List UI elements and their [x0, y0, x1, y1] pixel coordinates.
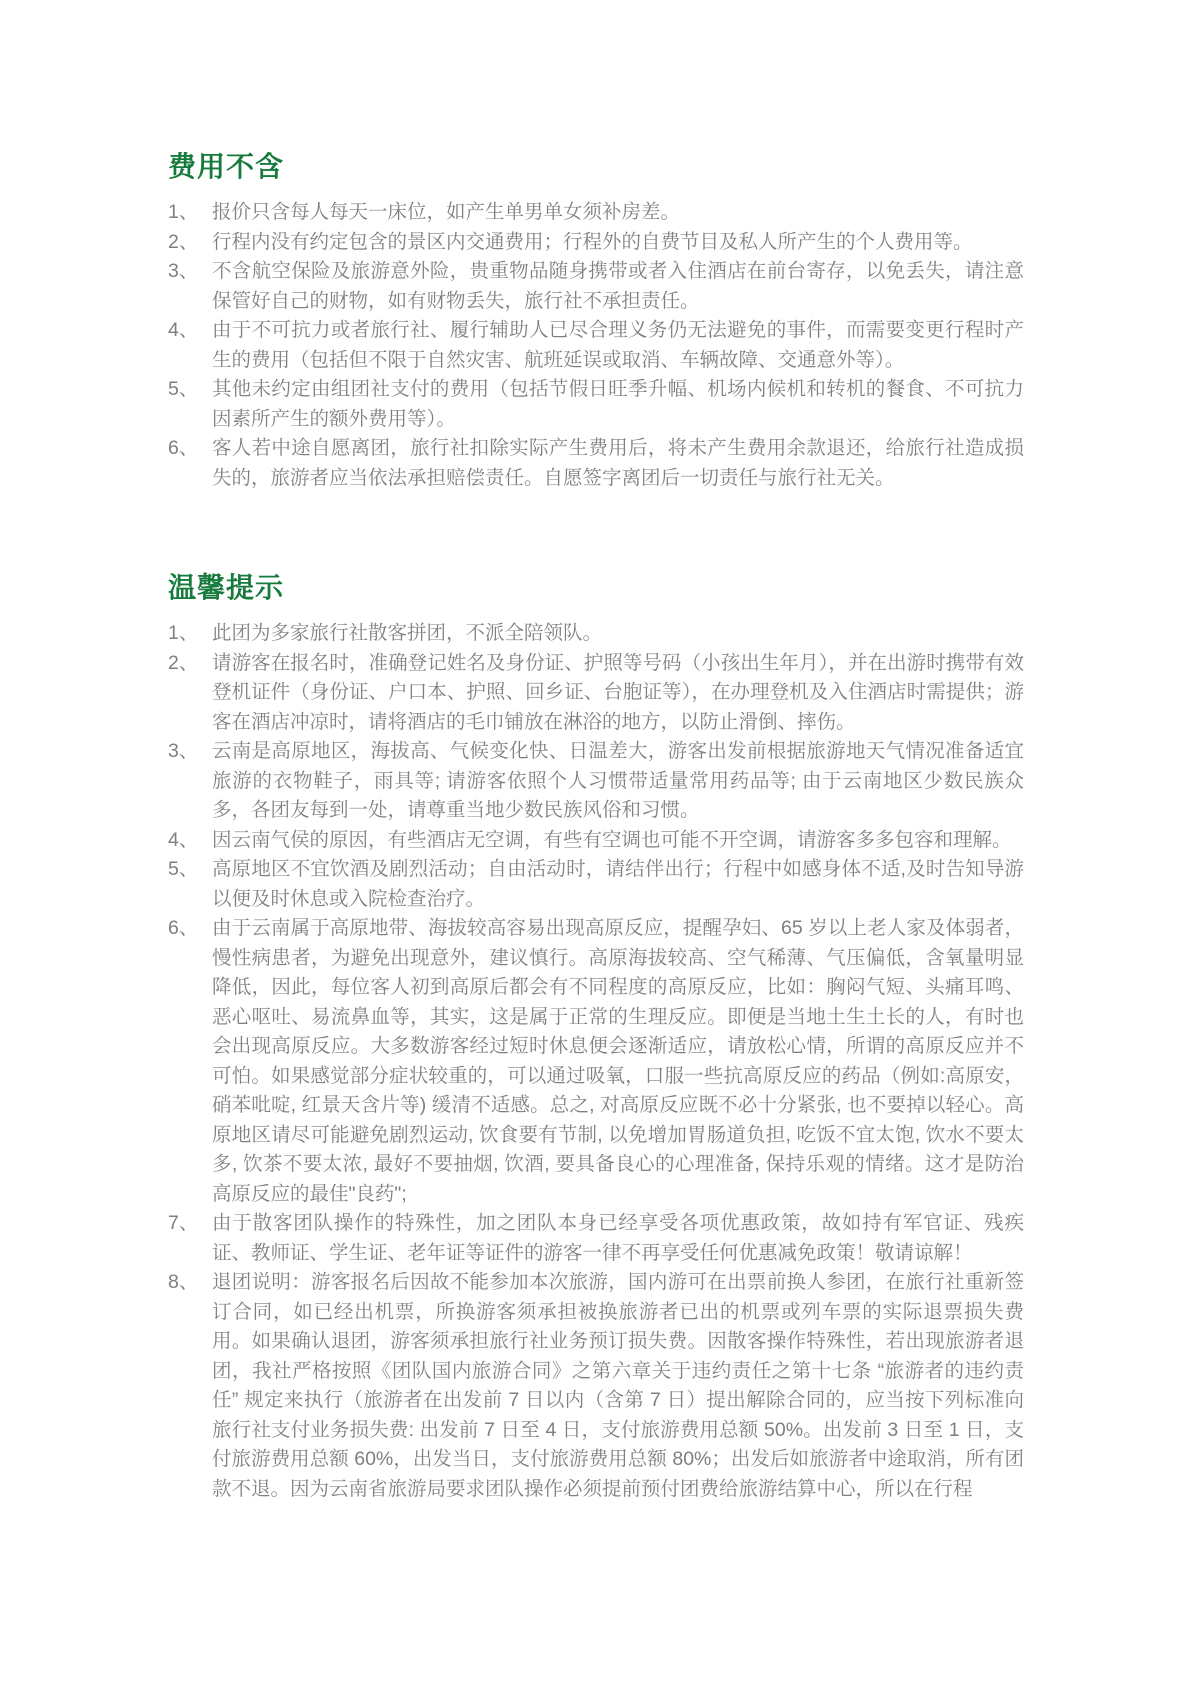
list-item — [168, 316, 1024, 375]
warm-tips-list — [168, 619, 1024, 1504]
item-number: 2、 — [168, 651, 199, 674]
item-number: 5、 — [168, 858, 199, 880]
list-item — [168, 228, 1024, 258]
item-number: 3、 — [168, 740, 199, 762]
item-text: 由于云南属于高原地带、海拔较高容易出现高原反应，提醒孕妇、65 岁以上老人家及体弱者，慢性病患者，为避免出现意外，建议慎行。高原海拔较高、空气稀薄、气压偏低，含氧量明显降低，因此，每位客人初到高原后都会有不同程度的高原反应，比如：胸闷气短、头痛耳鸣、恶心呕吐、易流鼻血等，其实，这是属于正常的生理反应。即便是当地土生土长的人，有时也会出现高原反应。大多数游客经过短时休息便会逐渐适应，请放松心情，所谓的高原反应并不可怕。如果感觉部分症状较重的，可以通过吸氧，口服一些抗高原反应的药品（例如:高原安，硝苯吡啶, 红景天含片等) 缓清不适感。总之, 对高原反应既不必十分紧张, 也不要掉以轻心。高原地区请尽可能避免剧烈运动, 饮食要有节制, 以免增加胃肠道负担, 吃饭不宜太饱, 饮水不要太多, 饮茶不要太浓, 最好不要抽烟, 饮酒, 要具备良心的心理准备, 保持乐观的情绪。这才是防治高原反应的最佳"良药"; — [212, 917, 1024, 1205]
item-text: 客人若中途自愿离团，旅行社扣除实际产生费用后，将未产生费用余款退还，给旅行社造成损失的，旅游者应当依法承担赔偿责任。自愿签字离团后一切责任与旅行社无关。 — [212, 437, 1024, 489]
item-text: 请游客在报名时，准确登记姓名及身份证、护照等号码（小孩出生年月），并在出游时携带有效登机证件（身份证、户口本、护照、回乡证、台胞证等），在办理登机及入住酒店时需提供；游客在酒店冲凉时，请将酒店的毛巾铺放在淋浴的地方，以防止滑倒、摔伤。 — [212, 651, 1024, 733]
item-text: 云南是高原地区，海拔高、气候变化快、日温差大，游客出发前根据旅游地天气情况准备适宜旅游的衣物鞋子，雨具等; 请游客依照个人习惯带适量常用药品等; 由于云南地区少数民族众多，各团友每到一处，请尊重当地少数民族风俗和习惯。 — [212, 740, 1024, 821]
item-number: 2、 — [168, 230, 199, 253]
item-text: 此团为多家旅行社散客拼团，不派全陪领队。 — [212, 622, 603, 644]
list-item — [168, 434, 1024, 493]
list-item — [168, 737, 1024, 826]
item-number: 1、 — [168, 622, 199, 644]
item-text: 其他未约定由组团社支付的费用（包括节假日旺季升幅、机场内候机和转机的餐食、不可抗力因素所产生的额外费用等）。 — [212, 378, 1024, 430]
list-item — [168, 619, 1024, 649]
section-title-warm-tips: 温馨提示 — [168, 572, 285, 603]
item-text: 由于不可抗力或者旅行社、履行辅助人已尽合理义务仍无法避免的事件，而需要变更行程时产生的费用（包括但不限于自然灾害、航班延误或取消、车辆故障、交通意外等）。 — [212, 319, 1024, 371]
item-text: 行程内没有约定包含的景区内交通费用；行程外的自费节目及私人所产生的个人费用等。 — [212, 230, 973, 253]
item-number: 4、 — [168, 828, 199, 851]
list-item — [168, 649, 1024, 738]
item-text: 报价只含每人每天一床位，如产生单男单女须补房差。 — [212, 201, 681, 223]
item-number: 7、 — [168, 1212, 199, 1234]
list-item — [168, 826, 1024, 856]
item-text: 高原地区不宜饮酒及剧烈活动；自由活动时，请结伴出行；行程中如感身体不适,及时告知导游以便及时休息或入院检查治疗。 — [212, 858, 1024, 910]
list-item — [168, 198, 1024, 228]
list-item — [168, 1268, 1024, 1504]
list-item — [168, 914, 1024, 1209]
list-item — [168, 257, 1024, 316]
item-text: 由于散客团队操作的特殊性，加之团队本身已经享受各项优惠政策，故如持有军官证、残疾证、教师证、学生证、老年证等证件的游客一律不再享受任何优惠减免政策！敬请谅解！ — [212, 1212, 1024, 1264]
list-item — [168, 375, 1024, 434]
document-body — [168, 150, 1024, 1504]
section-warm-tips — [168, 571, 1024, 1504]
fees-not-included-list — [168, 198, 1024, 493]
item-number: 4、 — [168, 319, 199, 341]
item-number: 3、 — [168, 260, 199, 282]
item-text: 不含航空保险及旅游意外险，贵重物品随身携带或者入住酒店在前台寄存，以免丢失，请注意保管好自己的财物，如有财物丢失，旅行社不承担责任。 — [212, 260, 1024, 312]
list-item — [168, 1209, 1024, 1268]
section-title-fees-not-included: 费用不含 — [168, 151, 285, 182]
item-number: 6、 — [168, 917, 199, 939]
item-number: 1、 — [168, 201, 199, 223]
item-text: 退团说明：游客报名后因故不能参加本次旅游，国内游可在出票前换人参团，在旅行社重新签订合同，如已经出机票，所换游客须承担被换旅游者已出的机票或列车票的实际退票损失费用。如果确认退团，游客须承担旅行社业务预订损失费。因散客操作特殊性，若出现旅游者退团，我社严格按照《团队国内旅游合同》之第六章关于违约责任之第十七条 “旅游者的违约责任” 规定来执行（旅游者在出发前 7 日以内（含第 7 日）提出解除合同的，应当按下列标准向旅行社支付业务损失费: 出发前 7 日至 4 日，支付旅游费用总额 50%。出发前 3 日至 1 日，支付旅游费用总额 60%，出发当日，支付旅游费用总额 80%；出发后如旅游者中途取消，所有团款不退。因为云南省旅游局要求团队操作必须提前预付团费给旅游结算中心，所以在行程 — [212, 1271, 1024, 1500]
item-text: 因云南气侯的原因，有些酒店无空调，有些有空调也可能不开空调，请游客多多包容和理解。 — [212, 828, 1012, 851]
item-number: 8、 — [168, 1271, 199, 1293]
list-item — [168, 855, 1024, 914]
section-fees-not-included — [168, 150, 1024, 493]
item-number: 5、 — [168, 378, 199, 400]
item-number: 6、 — [168, 437, 199, 459]
